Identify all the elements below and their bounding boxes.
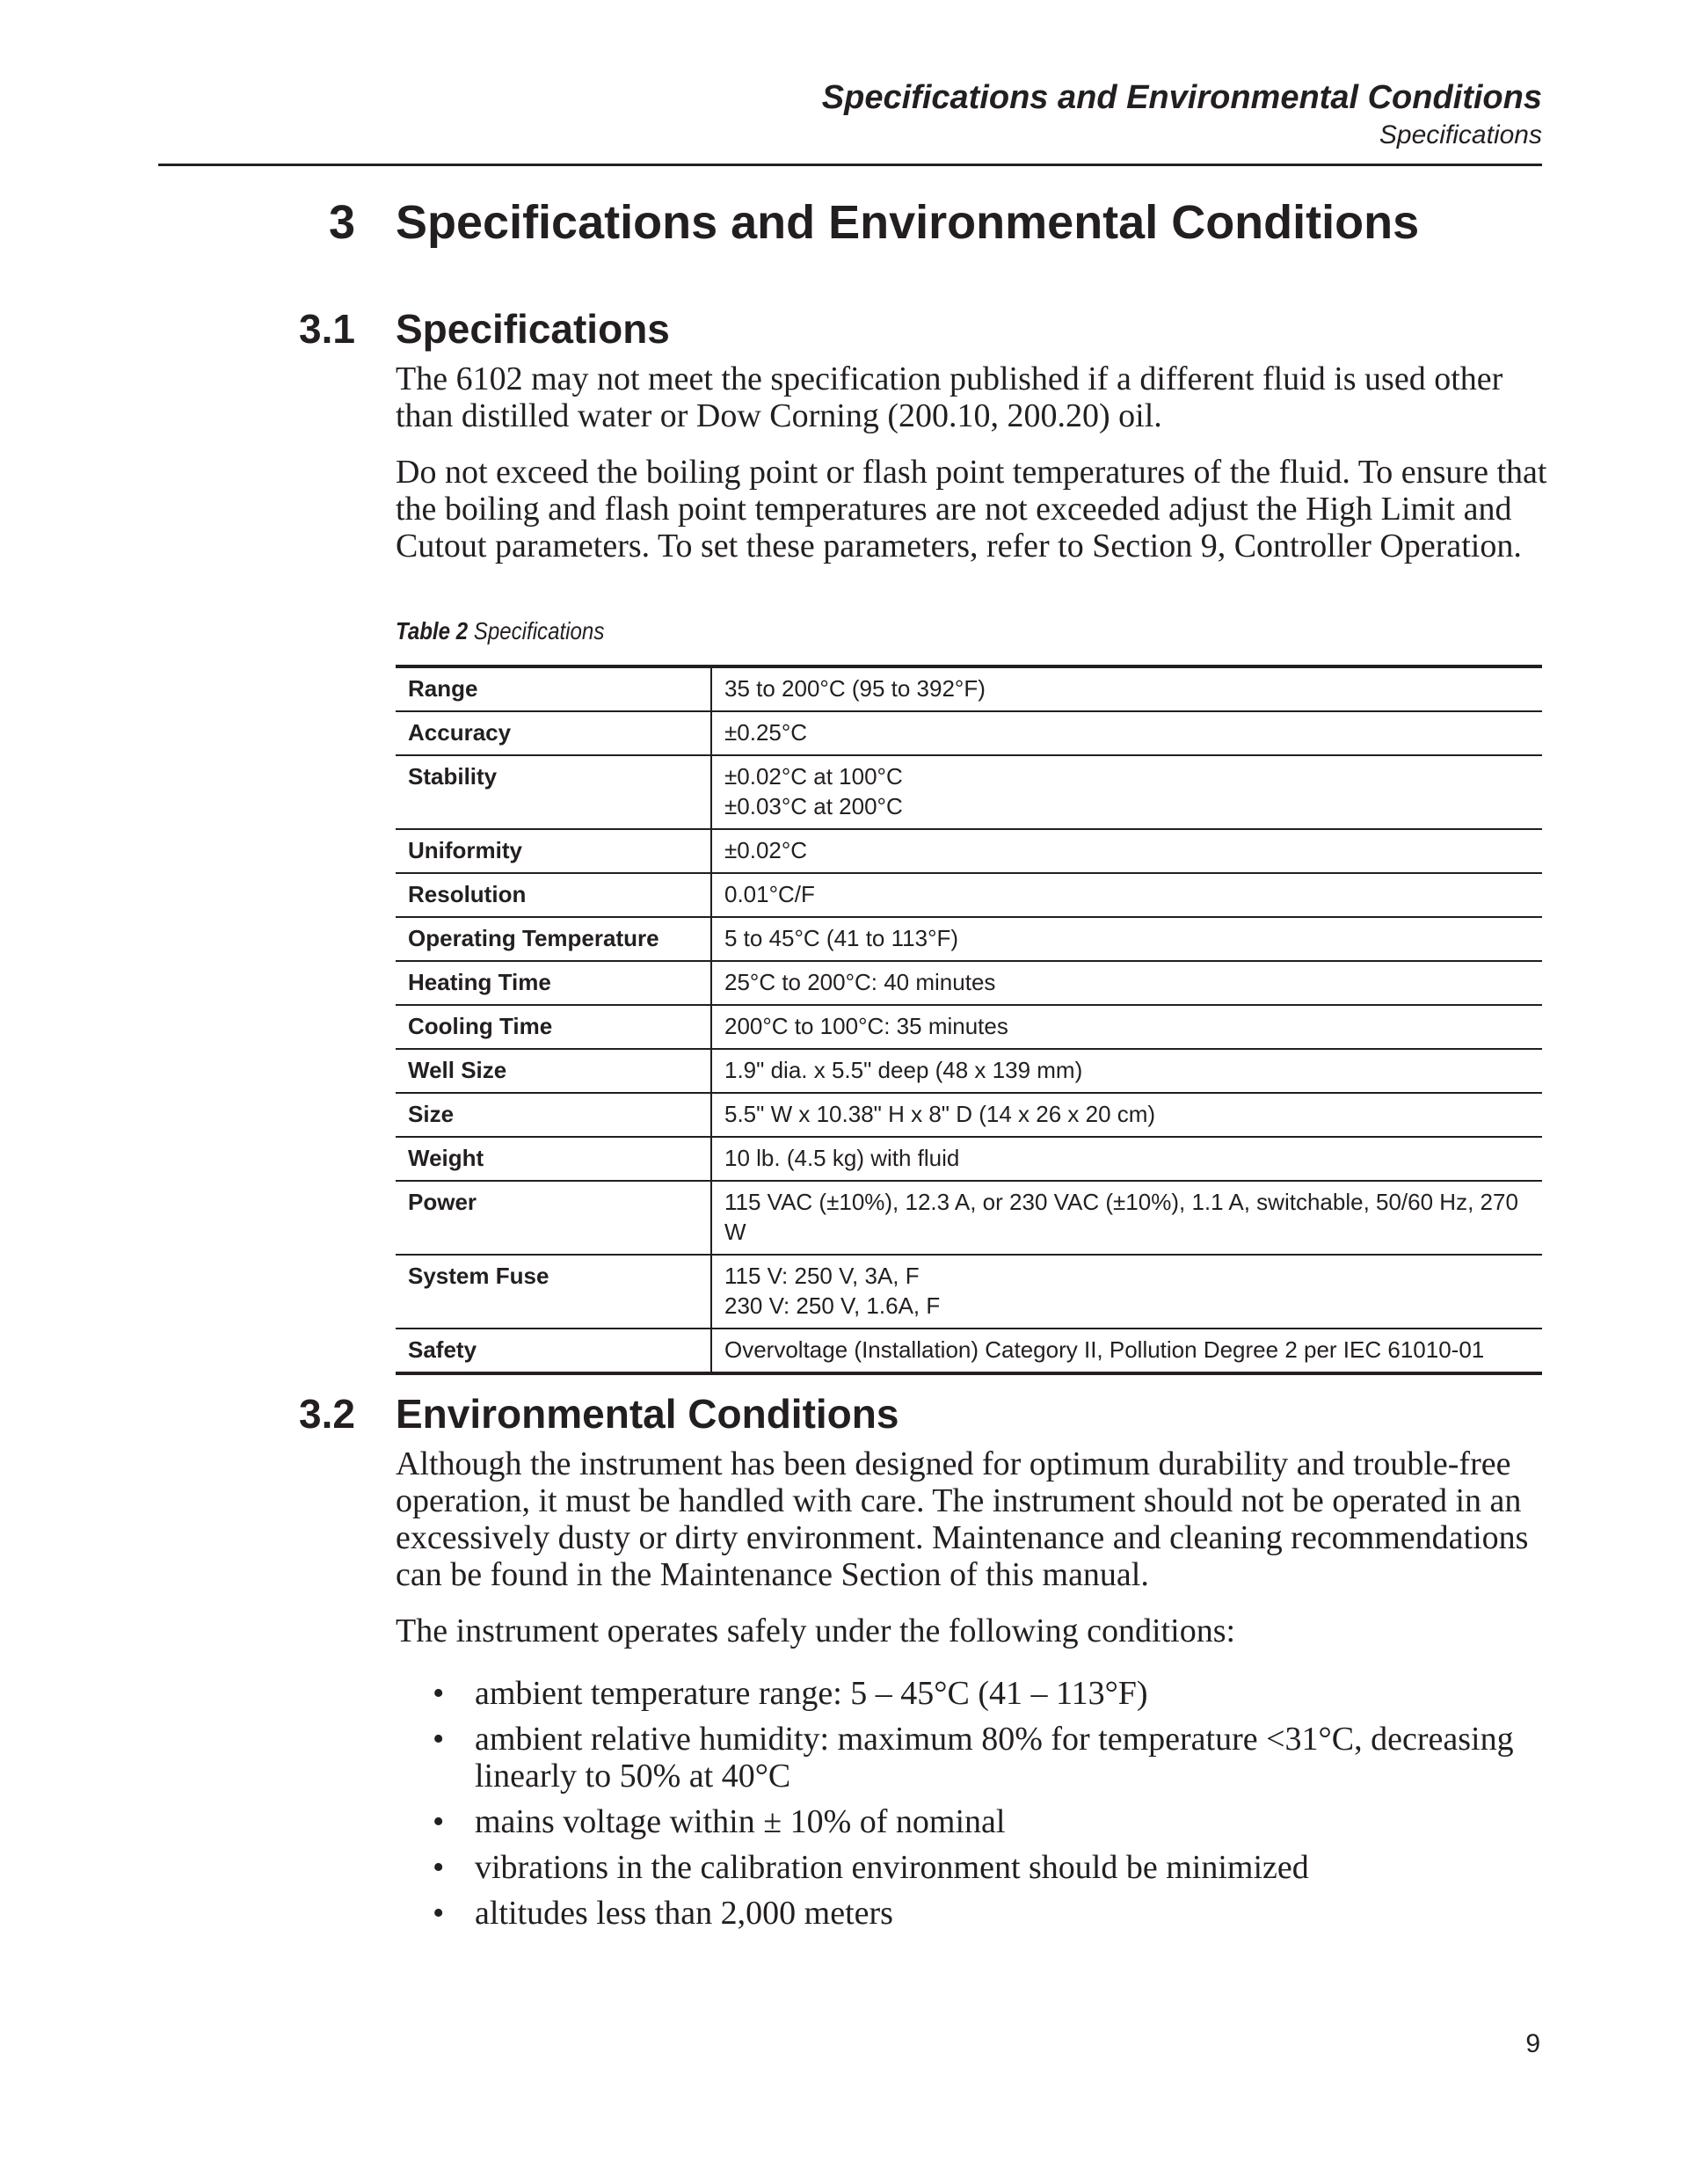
spec-parameter: Weight: [396, 1137, 711, 1181]
running-head-title: Specifications and Environmental Conditions: [821, 79, 1542, 116]
spec-value: [711, 666, 1542, 711]
bullet-icon: •: [433, 1675, 445, 1712]
table-row: [396, 1137, 1542, 1181]
spec-parameter: Heating Time: [396, 961, 711, 1005]
spec-value-line: 200°C to 100°C: 35 minutes: [724, 1013, 1008, 1039]
spec-value-line: 5.5" W x 10.38" H x 8" D (14 x 26 x 20 cm): [724, 1101, 1156, 1127]
list-item-text: ambient temperature range: 5 – 45°C (41 – 113°F): [475, 1675, 1148, 1712]
list-item-text: vibrations in the calibration environment should be minimized: [475, 1849, 1309, 1886]
spec-parameter: Power: [396, 1181, 711, 1255]
spec-value: [711, 873, 1542, 917]
spec-parameter: Range: [396, 666, 711, 711]
table-row: [396, 666, 1542, 711]
list-item-text: ambient relative humidity: maximum 80% for temperature <31°C, decreasing linearly to 50% at 40°C: [475, 1721, 1514, 1795]
paragraph: The instrument operates safely under the following conditions:: [396, 1613, 1236, 1649]
table-row: [396, 1049, 1542, 1093]
spec-value: [711, 1093, 1542, 1137]
list-item-text: mains voltage within ± 10% of nominal: [475, 1803, 1006, 1840]
spec-value-line: ±0.03°C at 200°C: [724, 793, 903, 819]
section-title: Specifications: [396, 306, 670, 352]
list-item: [396, 1849, 1547, 1886]
table-row: [396, 1093, 1542, 1137]
spec-value: [711, 1049, 1542, 1093]
spec-value: [711, 711, 1542, 755]
table-caption-label: Table 2: [396, 617, 469, 644]
conditions-list: [396, 1675, 1547, 1940]
paragraph: Do not exceed the boiling point or flash point temperatures of the fluid. To ensure that the boiling and flash point temperatures are not exceeded adjust the High Limit and Cutout parameters. To set these parameters, refer to Section 9, Controller Operation.: [396, 454, 1547, 564]
spec-value: [711, 917, 1542, 961]
spec-value-line: 1.9" dia. x 5.5" deep (48 x 139 mm): [724, 1057, 1083, 1083]
page-number: 9: [1525, 2029, 1540, 2058]
environmental-intro: [396, 1445, 1547, 1669]
spec-value-line: ±0.02°C at 100°C: [724, 763, 903, 790]
header-rule: [158, 164, 1542, 166]
running-head-subtitle: Specifications: [1379, 120, 1542, 149]
list-item: [396, 1803, 1547, 1840]
section-title: Environmental Conditions: [396, 1391, 899, 1437]
spec-value: [711, 1137, 1542, 1181]
section-number: 3.2: [299, 1391, 355, 1437]
spec-value: [711, 1005, 1542, 1049]
spec-value-line: ±0.25°C: [724, 719, 808, 746]
bullet-icon: •: [433, 1849, 445, 1886]
spec-parameter: Safety: [396, 1329, 711, 1373]
specifications-intro: [396, 360, 1547, 584]
spec-parameter: Accuracy: [396, 711, 711, 755]
spec-parameter: Well Size: [396, 1049, 711, 1093]
spec-value-line: 0.01°C/F: [724, 881, 815, 907]
list-item: [396, 1895, 1547, 1932]
section-number: 3.1: [299, 306, 355, 352]
chapter-number: 3: [329, 196, 356, 249]
spec-value-line: 230 V: 250 V, 1.6A, F: [724, 1292, 941, 1319]
chapter-title: Specifications and Environmental Conditions: [396, 196, 1420, 249]
spec-value: [711, 755, 1542, 829]
chapter-heading: [329, 193, 1419, 251]
spec-value-line: ±0.02°C: [724, 837, 808, 863]
table-caption: [396, 617, 604, 645]
table-row: [396, 917, 1542, 961]
spec-value-line: 115 V: 250 V, 3A, F: [724, 1263, 920, 1289]
spec-value-line: 115 VAC (±10%), 12.3 A, or 230 VAC (±10%), 1.1 A, switchable, 50/60 Hz, 270 W: [724, 1189, 1518, 1245]
paragraph: Although the instrument has been designed for optimum durability and trouble-free operation, it must be handled with care. The instrument should not be operated in an excessively dusty or dirty environment. Maintenance and cleaning recommendations can be found in the Maintenance Section of this manual.: [396, 1445, 1529, 1593]
spec-parameter: Uniformity: [396, 829, 711, 873]
running-head: [822, 77, 1542, 153]
spec-parameter: Operating Temperature: [396, 917, 711, 961]
spec-value-line: 10 lb. (4.5 kg) with fluid: [724, 1145, 960, 1171]
spec-value: [711, 1255, 1542, 1329]
table-row: [396, 1181, 1542, 1255]
list-item-text: altitudes less than 2,000 meters: [475, 1895, 893, 1932]
table-row: [396, 1255, 1542, 1329]
paragraph: The 6102 may not meet the specification published if a different fluid is used other than distilled water or Dow Corning (200.10, 200.20) oil.: [396, 360, 1503, 434]
spec-parameter: Size: [396, 1093, 711, 1137]
spec-value: [711, 829, 1542, 873]
spec-value: [711, 1181, 1542, 1255]
spec-parameter: Resolution: [396, 873, 711, 917]
spec-value: [711, 1329, 1542, 1373]
spec-value-line: 25°C to 200°C: 40 minutes: [724, 969, 996, 995]
specifications-table: [396, 665, 1542, 1375]
table-row: [396, 1329, 1542, 1373]
table-row: [396, 1005, 1542, 1049]
bullet-icon: •: [433, 1803, 445, 1840]
bullet-icon: •: [433, 1895, 445, 1932]
spec-value-line: Overvoltage (Installation) Category II, Pollution Degree 2 per IEC 61010-01: [724, 1336, 1485, 1363]
table-row: [396, 829, 1542, 873]
bullet-icon: •: [433, 1721, 445, 1758]
table-row: [396, 711, 1542, 755]
spec-parameter: Stability: [396, 755, 711, 829]
table-caption-text: Specifications: [473, 617, 605, 644]
spec-value: [711, 961, 1542, 1005]
spec-parameter: System Fuse: [396, 1255, 711, 1329]
spec-value-line: 5 to 45°C (41 to 113°F): [724, 925, 959, 951]
list-item: [396, 1721, 1547, 1795]
spec-value-line: 35 to 200°C (95 to 392°F): [724, 675, 986, 702]
section-heading-environmental: [299, 1389, 899, 1438]
table-row: [396, 873, 1542, 917]
table-row: [396, 755, 1542, 829]
table-row: [396, 961, 1542, 1005]
spec-parameter: Cooling Time: [396, 1005, 711, 1049]
section-heading-specifications: [299, 304, 670, 353]
list-item: [396, 1675, 1547, 1712]
